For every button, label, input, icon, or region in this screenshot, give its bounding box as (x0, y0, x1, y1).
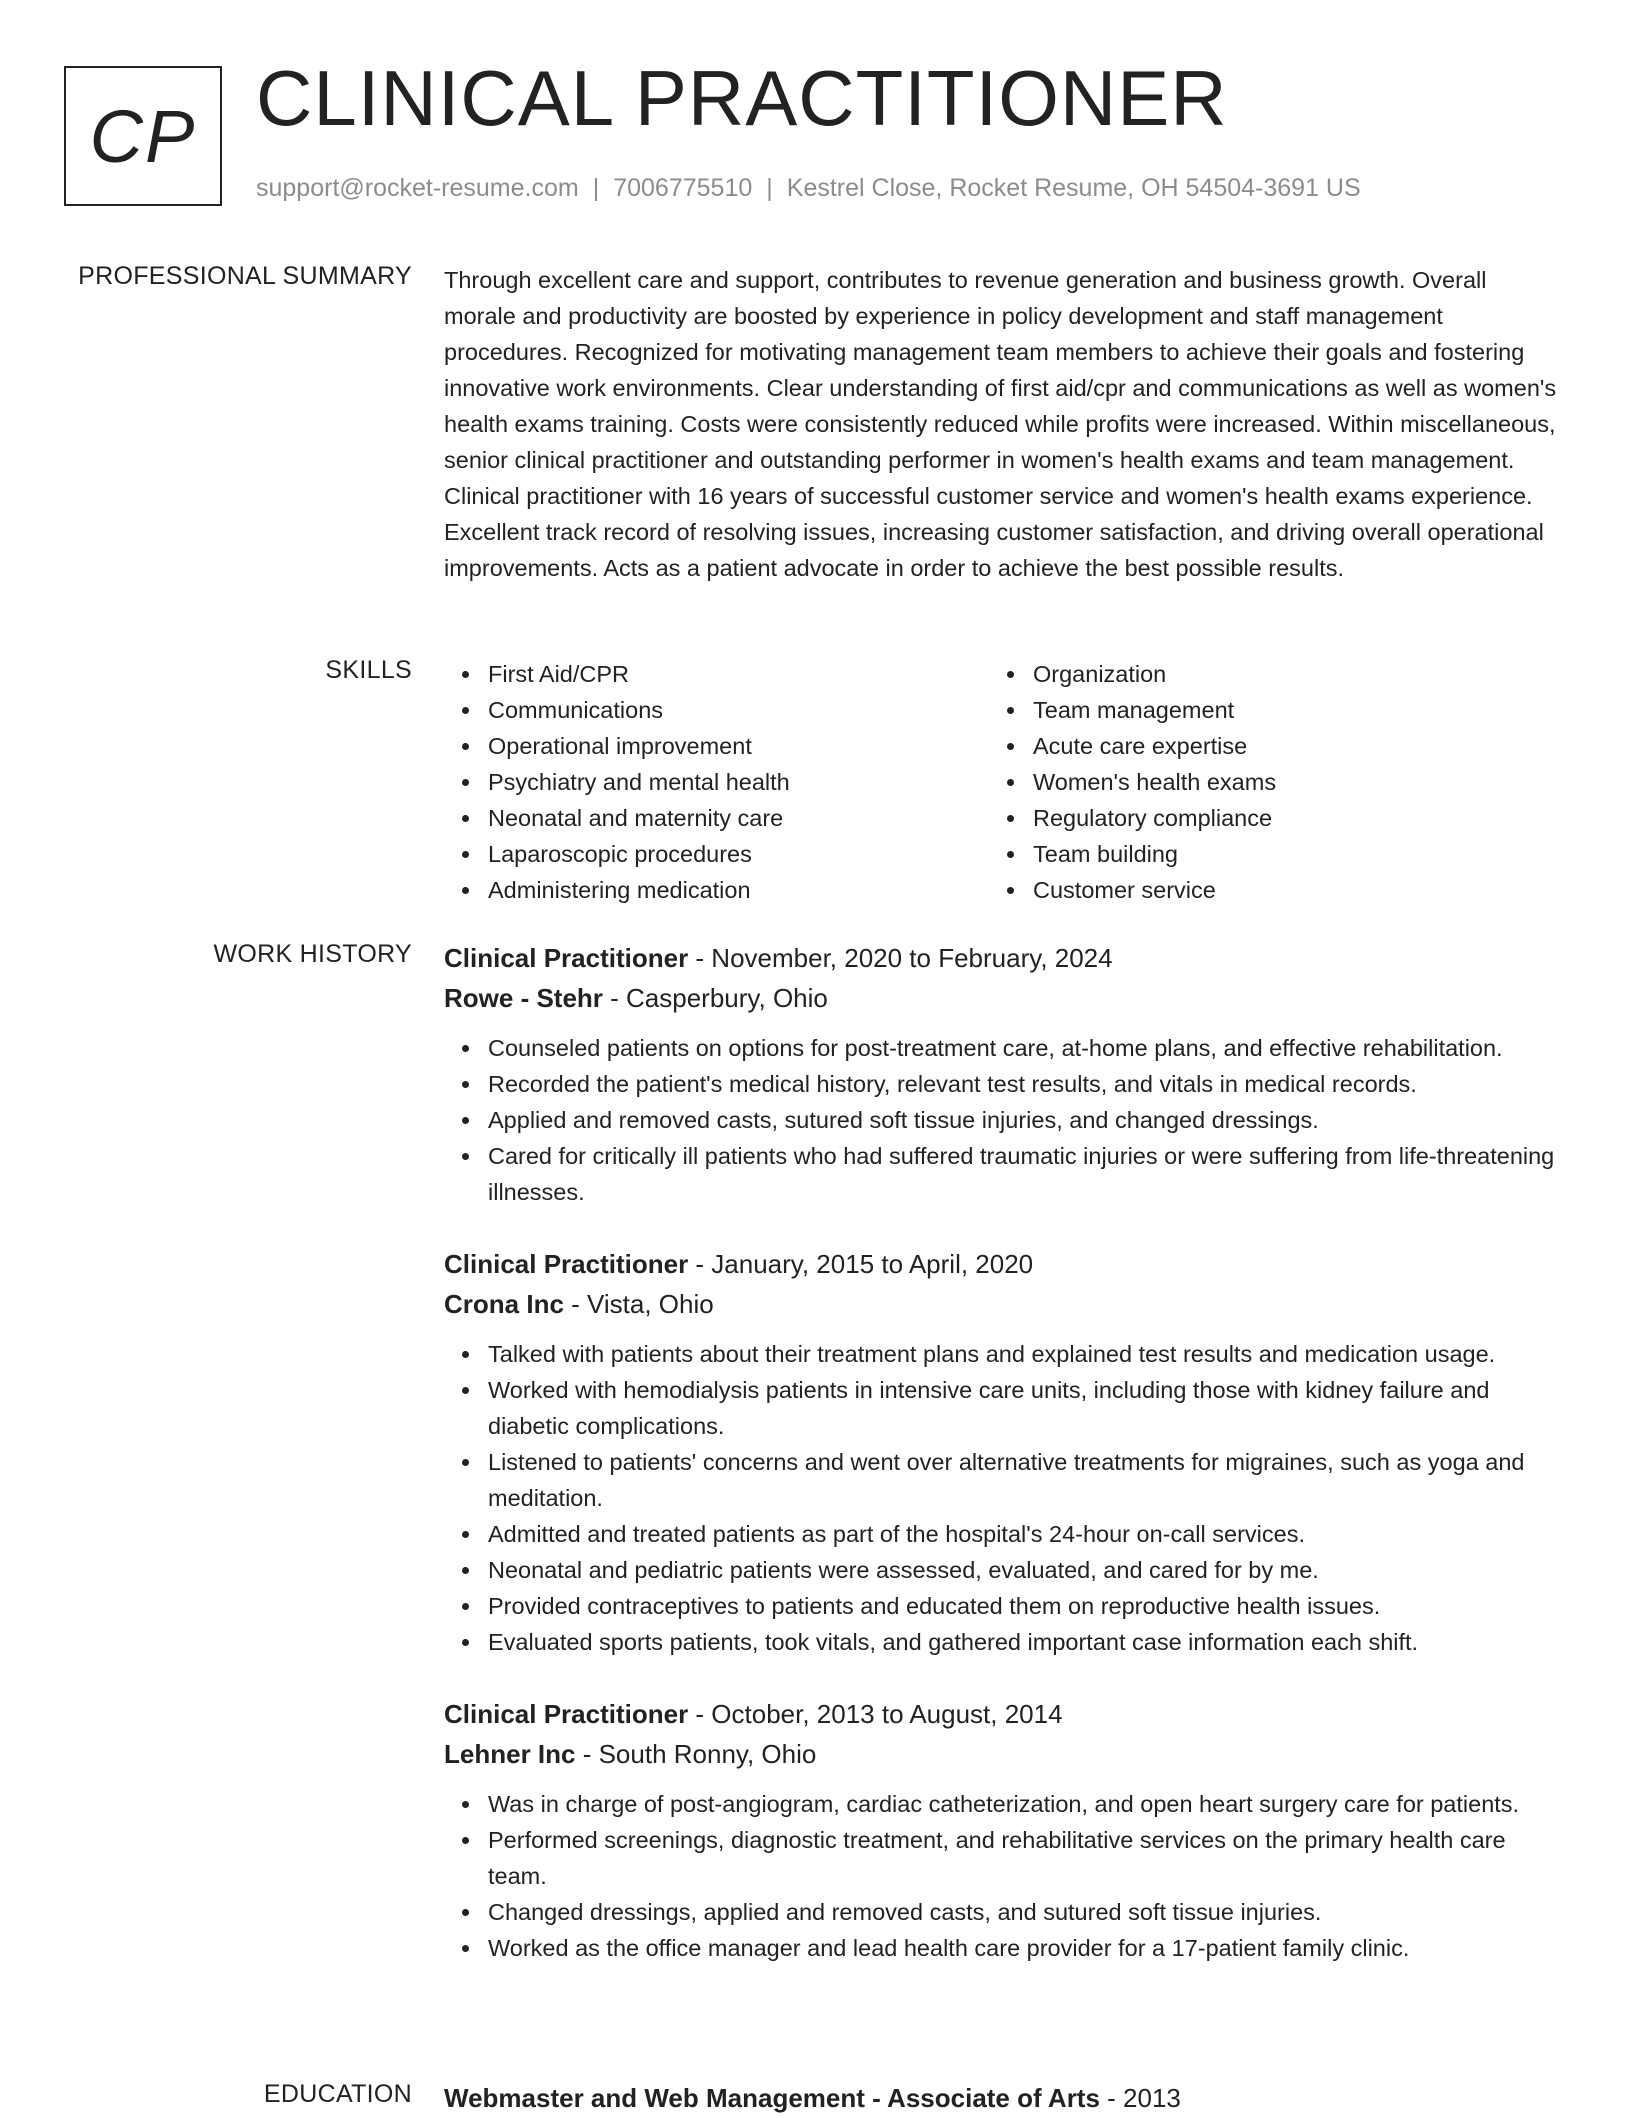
job-bullet: Performed screenings, diagnostic treatment, and rehabilitative services on the primary health care team. (488, 1822, 1559, 1894)
skills-body (444, 656, 1559, 908)
contact-email: support@rocket-resume.com (256, 174, 579, 202)
job-bullet: Counseled patients on options for post-treatment care, at-home plans, and effective rehabilitation. (488, 1030, 1559, 1066)
job-dates: - November, 2020 to February, 2024 (688, 943, 1113, 973)
education-year: - 2013 (1099, 2083, 1181, 2113)
skills-list-left (444, 656, 989, 908)
contact-address: Kestrel Close, Rocket Resume, OH 54504-3691 US (786, 174, 1361, 202)
job-company: Crona Inc (444, 1289, 564, 1319)
skill-item: Acute care expertise (1033, 728, 1534, 764)
job-dates: - January, 2015 to April, 2020 (688, 1249, 1034, 1279)
summary-body (444, 262, 1559, 586)
work-history-body (444, 938, 1559, 2000)
job-bullet: Worked with hemodialysis patients in intensive care units, including those with kidney failure and diabetic complications. (488, 1372, 1559, 1444)
section-label-work-history: WORK HISTORY (213, 940, 412, 968)
summary-text: Through excellent care and support, contributes to revenue generation and business growth. Overall morale and productivity are boosted by experience in policy development and staff management procedures. Recognized for motivating management team members to achieve their goals and fostering innovative work environments. Clear understanding of first aid/cpr and communications as well as women's health exams training. Costs were consistently reduced while profits were increased. Within miscellaneous, senior clinical practitioner and outstanding performer in women's health exams and team management. Clinical practitioner with 16 years of successful customer service and women's health exams experience. Excellent track record of resolving issues, increasing customer satisfaction, and driving overall operational improvements. Acts as a patient advocate in order to achieve the best possible results. (444, 267, 1557, 581)
monogram-box (64, 66, 222, 206)
skill-item: First Aid/CPR (488, 656, 989, 692)
education-degree: Webmaster and Web Management - Associate of Arts (444, 2083, 1100, 2113)
contact-separator: | (766, 174, 773, 202)
job-bullet: Worked as the office manager and lead health care provider for a 17-patient family clinic. (488, 1930, 1559, 1966)
job-title-line (444, 1694, 1559, 1734)
job-bullet: Cared for critically ill patients who had suffered traumatic injuries or were suffering from life-threatening illnesses. (488, 1138, 1559, 1210)
skill-item: Organization (1033, 656, 1534, 692)
job-bullet: Evaluated sports patients, took vitals, and gathered important case information each shift. (488, 1624, 1559, 1660)
skill-item: Administering medication (488, 872, 989, 908)
contact-line (256, 174, 1361, 203)
job-bullet: Admitted and treated patients as part of the hospital's 24-hour on-call services. (488, 1516, 1559, 1552)
section-label-summary: PROFESSIONAL SUMMARY (78, 262, 412, 290)
job-company-line (444, 1734, 1559, 1774)
job-title-line (444, 1244, 1559, 1284)
job-entry (444, 938, 1559, 1210)
job-entry (444, 1694, 1559, 1966)
job-bullet: Applied and removed casts, sutured soft tissue injuries, and changed dressings. (488, 1102, 1559, 1138)
skill-item: Laparoscopic procedures (488, 836, 989, 872)
job-bullet: Neonatal and pediatric patients were assessed, evaluated, and cared for by me. (488, 1552, 1559, 1588)
contact-phone: 7006775510 (613, 174, 753, 202)
skill-item: Women's health exams (1033, 764, 1534, 800)
job-company-line (444, 1284, 1559, 1324)
job-title-line (444, 938, 1559, 978)
skill-item: Neonatal and maternity care (488, 800, 989, 836)
job-bullet: Listened to patients' concerns and went over alternative treatments for migraines, such as yoga and meditation. (488, 1444, 1559, 1516)
skill-item: Communications (488, 692, 989, 728)
job-bullet: Talked with patients about their treatment plans and explained test results and medication usage. (488, 1336, 1559, 1372)
section-label-skills: SKILLS (325, 656, 412, 684)
job-company: Lehner Inc (444, 1739, 576, 1769)
job-dates: - October, 2013 to August, 2014 (688, 1699, 1063, 1729)
skill-item: Team management (1033, 692, 1534, 728)
skill-item: Psychiatry and mental health (488, 764, 989, 800)
education-body (444, 2078, 1559, 2118)
job-title: Clinical Practitioner (444, 943, 689, 973)
skill-item: Regulatory compliance (1033, 800, 1534, 836)
skill-item: Customer service (1033, 872, 1534, 908)
job-company: Rowe - Stehr (444, 983, 603, 1013)
job-entry (444, 1244, 1559, 1660)
job-location: - South Ronny, Ohio (575, 1739, 817, 1769)
job-bullet: Changed dressings, applied and removed casts, and sutured soft tissue injuries. (488, 1894, 1559, 1930)
job-bullets (444, 1030, 1559, 1210)
candidate-name: CLINICAL PRACTITIONER (256, 54, 1228, 142)
job-bullets (444, 1336, 1559, 1660)
job-location: - Casperbury, Ohio (602, 983, 828, 1013)
job-location: - Vista, Ohio (563, 1289, 714, 1319)
job-title: Clinical Practitioner (444, 1249, 689, 1279)
monogram-initials: CP (89, 94, 197, 178)
skills-list-right (989, 656, 1534, 908)
contact-separator: | (592, 174, 600, 202)
job-bullet: Was in charge of post-angiogram, cardiac catheterization, and open heart surgery care for patients. (488, 1786, 1559, 1822)
job-bullet: Provided contraceptives to patients and educated them on reproductive health issues. (488, 1588, 1559, 1624)
education-entry (444, 2078, 1559, 2118)
skill-item: Operational improvement (488, 728, 989, 764)
job-bullets (444, 1786, 1559, 1966)
skill-item: Team building (1033, 836, 1534, 872)
job-company-line (444, 978, 1559, 1018)
section-label-education: EDUCATION (263, 2080, 412, 2108)
job-bullet: Recorded the patient's medical history, relevant test results, and vitals in medical records. (488, 1066, 1559, 1102)
job-title: Clinical Practitioner (444, 1699, 689, 1729)
